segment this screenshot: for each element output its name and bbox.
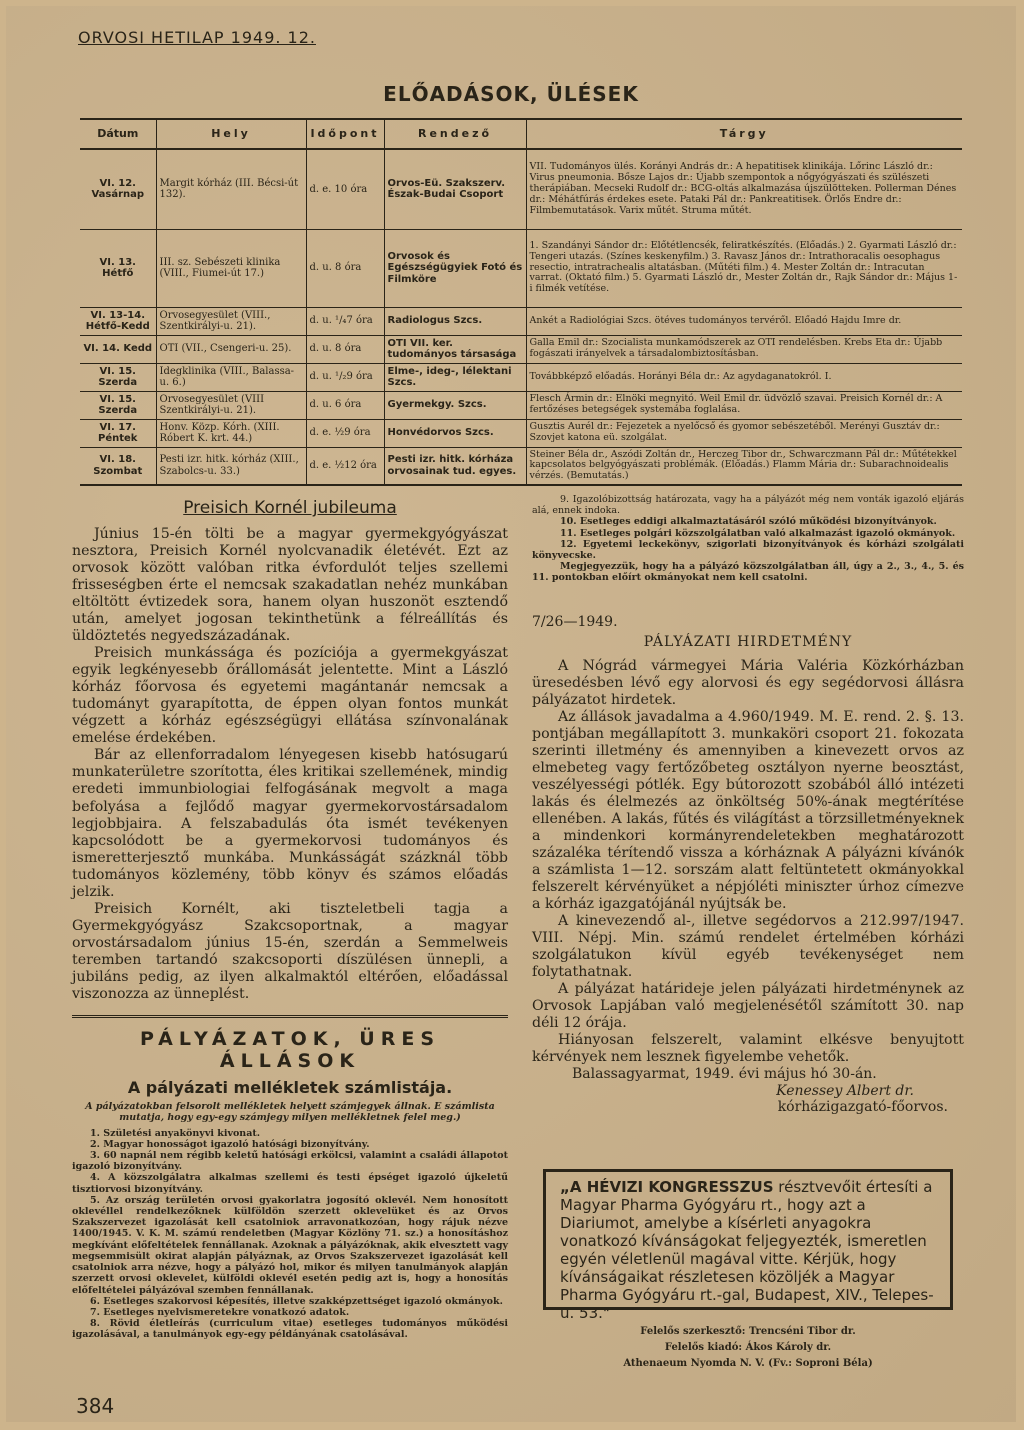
article-title: Preisich Kornél jubileuma bbox=[183, 498, 397, 518]
cell-date: VI. 14. Kedd bbox=[80, 335, 156, 363]
list-item: 3. 60 napnál nem régibb keletű hatósági erkölcsi, valamint a családi állapotot igazoló bizonyítvány. bbox=[72, 1150, 508, 1173]
table-row bbox=[80, 335, 962, 363]
header-organizer: Rendező bbox=[384, 119, 526, 149]
table-row bbox=[80, 391, 962, 419]
table-row bbox=[80, 229, 962, 307]
cell-date: VI. 15. Szerda bbox=[80, 363, 156, 391]
cell-time: d. e. 10 óra bbox=[306, 149, 384, 229]
printer-line: Athenaeum Nyomda N. V. (Fv.: Soproni Béla) bbox=[623, 1358, 873, 1369]
header-subject: Tárgy bbox=[526, 119, 962, 149]
table-row bbox=[80, 363, 962, 391]
cell-time: d. e. ½9 óra bbox=[306, 419, 384, 447]
cell-time: d. u. 8 óra bbox=[306, 335, 384, 363]
list-item: 5. Az ország területén orvosi gyakorlatra jogosító oklevél. Nem honosított oklevéllel rendelkezőknek külföldön szerzett oklevelüket és az Orvos Szakszervezet igazolását kell csatolniok arravonatkozóan, hogy rájuk nézve 1400/1945. V. K. M. számú rendeletben (Magyar Közlöny 71. sz.) a honosításhoz megkívánt előfeltételek fennállanak. Azoknak a pályázóknak, akik elvesztett vagy megsemmisült okirat alapján pályáznak, az Orvos Szakszervezet igazolását kell csatolniok arra nézve, hogy a pályázó hol, mikor és milyen tanulmányok alapján szerzett orvosi oklevelet, külföldi oklevél esetén pedig azt is, hogy a honosítás előfeltételei pályázóval szemben fennállanak. bbox=[72, 1194, 508, 1296]
imprint bbox=[532, 1324, 964, 1372]
cell-place: Orvosegyesület (VIII., Szentkirályi-u. 21). bbox=[156, 307, 306, 335]
cell-date: VI. 13. Hétfő bbox=[80, 229, 156, 307]
running-head: ORVOSI HETILAP 1949. 12. bbox=[78, 28, 316, 47]
cell-subject: Galla Emil dr.: Szocialista munkamódszerek az OTI rendelésben. Krebs Eta dr.: Újabb fogászati irányelvek a társadalombiztosításban. bbox=[526, 335, 962, 363]
announcement-title: PÁLYÁZATI HIRDETMÉNY bbox=[643, 633, 853, 650]
article-paragraph: Preisich Kornélt, aki tiszteletbeli tagja a Gyermekgyógyász Szakcsoportnak, a magyar orvostársadalom június 15-én, szerdán a Semmelweis teremben tartandó szakcsoporti díszülésen ünnepli, a jubiláns pedig, az ilyen alkalmaktól eltérően, előadással viszonozza az ünneplést. bbox=[72, 900, 508, 1002]
attachments-intro: A pályázatokban felsorolt mellékletek helyett számjegyek állnak. E számlista mutatja, hogy egy-egy számjegy milyen mellékletnek felel meg.) bbox=[85, 1100, 495, 1124]
announcement-paragraph: Hiányosan felszerelt, valamint elkésve benyujtott kérvények nem lesznek figyelembe vehetők. bbox=[532, 1032, 964, 1066]
cell-place: Pesti izr. hitk. kórház (XIII., Szabolcs-u. 33.) bbox=[156, 447, 306, 485]
cell-time: d. u. 6 óra bbox=[306, 391, 384, 419]
list-item: 1. Születési anyakönyvi kivonat. bbox=[90, 1127, 261, 1139]
article-paragraph: Preisich munkássága és pozíciója a gyermekgyászat egyik legkényesebb őrállomását jelentette. Mint a László kórház főorvosa és egyetemi magántanár nemcsak a tudományt gyarapította, de éppen olyan fontos munkát végzett a kórház egészségügyi ellátása színvonalának emelése érdekében. bbox=[72, 645, 508, 747]
list-item: Megjegyezzük, hogy ha a pályázó közszolgálatban áll, úgy a 2., 3., 4., 5. és 11. pontokban előírt okmányokat nem kell csatolni. bbox=[532, 561, 964, 584]
section-title: ELŐADÁSOK, ÜLÉSEK bbox=[383, 82, 639, 106]
cell-place: OTI (VII., Csengeri-u. 25). bbox=[156, 335, 306, 363]
announcement-reference: 7/26—1949. bbox=[532, 613, 618, 630]
cell-place: Margit kórház (III. Bécsi-út 132). bbox=[156, 149, 306, 229]
list-item: 4. A közszolgálatra alkalmas szellemi és testi épséget igazoló újkeletű tisztiorvosi bizonyítvány. bbox=[72, 1172, 508, 1195]
cell-organizer: Elme-, ideg-, lélektani Szcs. bbox=[384, 363, 526, 391]
cell-date: VI. 18. Szombat bbox=[80, 447, 156, 485]
list-item: 6. Esetleges szakorvosi képesítés, illetve szakképzettséget igazoló okmányok. bbox=[90, 1295, 503, 1307]
cell-time: d. u. 8 óra bbox=[306, 229, 384, 307]
header-place: Hely bbox=[156, 119, 306, 149]
cell-organizer: Radiologus Szcs. bbox=[384, 307, 526, 335]
cell-subject: 1. Szandányi Sándor dr.: Előtétlencsék, feliratkészítés. (Előadás.) 2. Gyarmati László dr.: Tengeri utazás. (Színes keskenyfilm.) 3. Ravasz János dr.: Intrathoracalis oesophagus resectio, intratrachealis altatásban. (Műtéti film.) 4. Mester Zoltán dr.: Intracutan varrat. (Oktató film.) 5. Gyarmati László dr., Mester Zoltán dr., Rajk Sándor dr.: Május 1-i filmék vetítése. bbox=[526, 229, 962, 307]
editor-line: Felelős szerkesztő: Trencséni Tibor dr. bbox=[640, 1326, 856, 1337]
list-item: 10. Esetleges eddigi alkalmaztatásáról szóló működési bizonyítványok. bbox=[560, 516, 937, 528]
announcement-paragraph: A Nógrád vármegyei Mária Valéria Közkórházban üresedésben lévő egy alorvosi és egy segédorvosi állásra pályázatot hirdetek. bbox=[532, 657, 964, 708]
cell-place: Honv. Közp. Kórh. (XIII. Róbert K. krt. 44.) bbox=[156, 419, 306, 447]
announcement-paragraph: Az állások javadalma a 4.960/1949. M. E. rend. 2. §. 13. pontjában megállapított 3. munkaköri csoport 21. fokozata szerinti illetmény és amennyiben a kinevezett orvos az elmebeteg vagy fertőzőbeteg osztályon nyerne beosztást, veszélyességi pótlék. Egy bútorozott szobából álló intézeti lakás és élelmezés az önköltség 50%-ának megtérítése ellenében. A lakás, fűtés és világítást a törzsilletményeknek a mindenkori kormányrendeletekben meghatározott százaléka térítendő vissza a kórháznak A pályázni kívánók a számlista 1—12. sorszám alatt feltüntetett okmányokkal felszerelt kérvényüket a népjóléti miniszter úrhoz címezve a kórház igazgatójánál nyújtsák be. bbox=[532, 708, 964, 913]
cell-date: VI. 17. Péntek bbox=[80, 419, 156, 447]
cell-place: Idegklinika (VIII., Balassa-u. 6.) bbox=[156, 363, 306, 391]
cell-organizer: Orvos-Eü. Szakszerv. Észak-Budai Csoport bbox=[384, 149, 526, 229]
cell-time: d. e. ½12 óra bbox=[306, 447, 384, 485]
cell-place: III. sz. Sebészeti klinika (VIII., Fiumei-út 17.) bbox=[156, 229, 306, 307]
table-row bbox=[80, 149, 962, 229]
events-table bbox=[80, 118, 962, 486]
cell-time: d. u. ¹/₄7 óra bbox=[306, 307, 384, 335]
list-item: 7. Esetleges nyelvismeretekre vonatkozó adatok. bbox=[90, 1306, 350, 1318]
cell-date: VI. 12. Vasárnap bbox=[80, 149, 156, 229]
signer-title: kórházigazgató-főorvos. bbox=[777, 1099, 948, 1116]
cell-date: VI. 15. Szerda bbox=[80, 391, 156, 419]
right-column bbox=[532, 494, 964, 1115]
cell-date: VI. 13-14. Hétfő-Kedd bbox=[80, 307, 156, 335]
list-item: 12. Egyetemi leckekönyv, szigorlati bizonyítványok és kórházi szolgálati könyvecske. bbox=[532, 538, 964, 562]
publisher-line: Felelős kiadó: Ákos Károly dr. bbox=[664, 1342, 832, 1353]
header-time: Időpont bbox=[306, 119, 384, 149]
attachments-list-title: A pályázati mellékletek számlistája. bbox=[127, 1077, 453, 1097]
cell-subject: VII. Tudományos ülés. Korányi András dr.: A hepatitisek klinikája. Lőrinc László dr.: Virus pneumonia. Bősze Lajos dr.: Újabb szempontok a nőgyógyászati és szülészeti therápiában. Mecseki Rudolf dr.: BCG-oltás alkalmazása újszülötteken. Pollerman Dénes dr.: Méhátfúrás érdekes esete. Pataki Pál dr.: Pankreatitisek. Örlős Endre dr.: Filmbemutatások. Varix műtét. Struma műtét. bbox=[526, 149, 962, 229]
cell-subject: Ankét a Radiológiai Szcs. ötéves tudományos tervéről. Előadó Hajdu Imre dr. bbox=[526, 307, 962, 335]
list-item: 9. Igazolóbizottság határozata, vagy ha a pályázót még nem vonták igazoló eljárás alá, ennek indoka. bbox=[532, 494, 964, 517]
cell-organizer: OTI VII. ker. tudományos társasága bbox=[384, 335, 526, 363]
signer-name: Kenessey Albert dr. bbox=[776, 1083, 914, 1100]
cell-subject: Steiner Béla dr., Aszódi Zoltán dr., Herczeg Tibor dr., Schwarczmann Pál dr.: Műtétekkel kapcsolatos belgyógyászati problémák. (Előadás.) Flamm Mária dr.: Subarachnoidealis vérzés. (Bemutatás.) bbox=[526, 447, 962, 485]
page-number: 384 bbox=[76, 1394, 115, 1418]
table-row bbox=[80, 419, 962, 447]
cell-time: d. u. ¹/₂9 óra bbox=[306, 363, 384, 391]
list-item: 8. Rövid életleírás (curriculum vitae) esetleges tudományos működési igazolásával, a tanulmányok egy-egy példányának csatolásával. bbox=[72, 1318, 508, 1341]
divider bbox=[72, 1015, 508, 1018]
table-row bbox=[80, 447, 962, 485]
table-header-row bbox=[80, 119, 962, 149]
vacancies-heading: PÁLYÁZATOK, ÜRES ÁLLÁSOK bbox=[139, 1027, 441, 1072]
cell-organizer: Orvosok és Egészségügyiek Fotó és Filmköre bbox=[384, 229, 526, 307]
cell-subject: Gusztis Aurél dr.: Fejezetek a nyelőcső és gyomor sebészetéből. Merényi Gusztáv dr.: Szovjet katona eü. szolgálat. bbox=[526, 419, 962, 447]
cell-subject: Flesch Ármin dr.: Elnöki megnyitó. Weil Emil dr. üdvözlő szavai. Preisich Kornél dr.: A fertőzéses betegségek systemába foglalása. bbox=[526, 391, 962, 419]
cell-place: Orvosegyesület (VIII Szentkirályi-u. 21). bbox=[156, 391, 306, 419]
journal-page bbox=[6, 6, 1016, 1422]
cell-organizer: Gyermekgy. Szcs. bbox=[384, 391, 526, 419]
notice-lead: „A HÉVIZI KONGRESSZUS bbox=[560, 1178, 774, 1196]
announcement-paragraph: A pályázat határideje jelen pályázati hirdetménynek az Orvosok Lapjában való megjelenésétől számított 30. nap déli 12 órája. bbox=[532, 981, 964, 1032]
notice-box bbox=[543, 1169, 953, 1322]
list-item: 11. Esetleges polgári közszolgálatban való alkalmazást igazoló okmányok. bbox=[560, 527, 956, 539]
article-paragraph: Bár az ellenforradalom lényegesen kisebb hatósugarú munkaterületre szorította, éles kritikai szellemének, mindig eredeti immunbiologiai felfogásának megvolt a maga befolyása a fejlődő magyar gyermekorvostársadalom legjobbjaira. A felszabadulás óta ismét tevékenyen kapcsolódott be a gyermekorvosi tudományos és ismeretterjesztő munkába. Munkásságát százknál több tudományos közlemény, több könyv és számos előadás jelzik. bbox=[72, 747, 508, 900]
notice-text: résztvevőit értesíti a Magyar Pharma Gyógyáru rt., hogy azt a Diariumot, amelybe a kísérleti anyagokra vonatkozó kívánságokat feljegyezték, ismeretlen egyén véletlenül magával vitte. Kérjük, hogy kívánságaikat részletesen közöljék a Magyar Pharma Gyógyáru rt.-gal, Budapest, XIV., Telepes-u. 53." bbox=[560, 1178, 934, 1322]
article-paragraph: Június 15-én tölti be a magyar gyermekgyógyászat nesztora, Preisich Kornél nyolcvanadik életévét. Ezt az orvosok között valóban ritka évfordulót teljes szellemi frisseségben érte el nemcsak szakadatlan nehéz munkában eltöltött évtizedek sora, hanem olyan huszonöt esztendő után, amelyet jogosan tekinthetünk a félreállítás és üldöztetés negyedszázadának. bbox=[72, 526, 508, 645]
left-column bbox=[72, 498, 508, 1341]
table-row bbox=[80, 307, 962, 335]
cell-organizer: Honvédorvos Szcs. bbox=[384, 419, 526, 447]
announcement-paragraph: A kinevezendő al-, illetve segédorvos a 212.997/1947. VIII. Népj. Min. számú rendelet értelmében kórházi szolgálatukon kívül egyéb tevékenységet nem folytathatnak. bbox=[532, 913, 964, 981]
place-date: Balassagyarmat, 1949. évi május hó 30-án. bbox=[572, 1066, 877, 1083]
cell-organizer: Pesti izr. hitk. kórháza orvosainak tud. egyes. bbox=[384, 447, 526, 485]
header-date: Dátum bbox=[80, 119, 156, 149]
list-item: 2. Magyar honosságot igazoló hatósági bizonyítvány. bbox=[90, 1138, 370, 1150]
cell-subject: Továbbképző előadás. Horányi Béla dr.: Az agydaganatokról. I. bbox=[526, 363, 962, 391]
